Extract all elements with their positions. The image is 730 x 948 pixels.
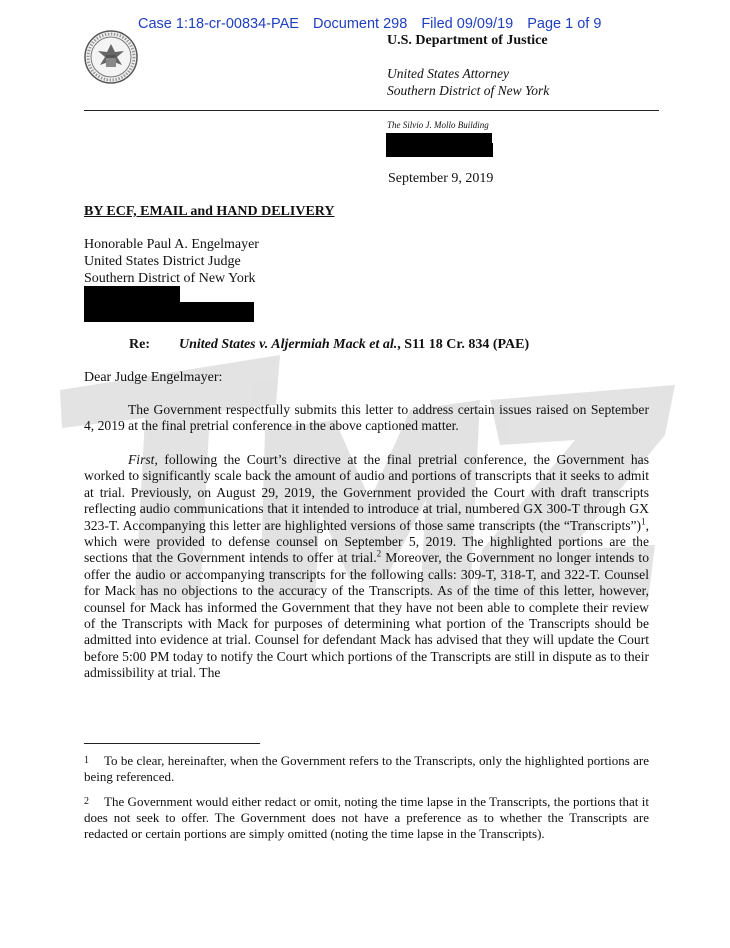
footnote-1-text: To be clear, hereinafter, when the Government refers to the Transcripts, only the highlighted portions are being referenced. — [84, 753, 649, 784]
re-case-name: United States v. Aljermiah Mack et al. — [179, 337, 398, 352]
footnote-rule — [84, 743, 260, 744]
office-line-2: Southern District of New York — [387, 82, 550, 98]
addressee-name: Honorable Paul A. Engelmayer — [84, 237, 259, 252]
letter-date: September 9, 2019 — [388, 171, 494, 186]
page-indicator: Page 1 of 9 — [527, 16, 602, 32]
redaction-address — [386, 133, 492, 157]
filing-header — [138, 16, 611, 32]
paragraph-first — [84, 452, 649, 682]
filed-date: Filed 09/09/19 — [421, 16, 514, 32]
footnote-2-number: 2 — [84, 796, 89, 807]
footnote-2-text: The Government would either redact or omit, noting the time lapse in the Transcripts, the portions that it does not seek to offer. The Government does not have a preference as to whether the Transcripts are redacted or certain portions are simply omitted (noting the time lapse in the Transcripts). — [84, 794, 649, 841]
office-line-1: United States Attorney — [387, 66, 509, 81]
first-text-a: , following the Court’s directive at the final pretrial conference, the Government has worked to significantly scale back the amount of audio and portions of transcripts that it seeks to admit at trial. Previously, on August 29, 2019, the Government provided the Court with draft transcripts reflecting audio communications that it intended to introduce at trial, numbered GX 300-T through GX 323-T. Accompanying this letter are highlighted versions of those same transcripts (the “Transcripts”) — [84, 452, 649, 533]
footnote-ref-2: 2 — [376, 548, 382, 559]
building-name: The Silvio J. Mollo Building — [387, 120, 489, 130]
re-line — [129, 337, 529, 353]
doj-seal-icon — [84, 30, 138, 84]
salutation: Dear Judge Engelmayer: — [84, 370, 223, 385]
redaction-address-line2 — [84, 302, 254, 322]
addressee-title: United States District Judge — [84, 254, 241, 269]
redaction-address-tail — [488, 143, 493, 157]
first-text-c: Moreover, the Government no longer intends to offer the audio or accompanying transcripts for the following calls: 309-T, 318-T, and 322-T. Counsel for Mack has no objections to the accuracy of the Transcripts. As of the time of this letter, however, counsel for Mack has informed the Government that they have not been able to complete their review of the Transcripts with Mack for purposes of determining what portion of the Transcripts should be admitted into evidence at trial. Counsel for defendant Mack has advised that they will update the Court before 5:00 PM today to notify the Court which portions of the Transcripts are still in dispute as to their admissibility at trial. The — [84, 550, 650, 681]
footnote-1-number: 1 — [84, 755, 89, 766]
department-name: U.S. Department of Justice — [387, 33, 548, 48]
office-name — [387, 66, 549, 99]
re-label: Re: — [129, 337, 150, 352]
paragraph-intro: The Government respectfully submits this letter to address certain issues raised on September 4, 2019 at the final pretrial conference in the above captioned matter. — [84, 402, 649, 434]
first-text-b: , which were provided to defense counsel on September 5, 2019. The highlighted portions are the sections that the Government intends to offer at trial. — [84, 517, 649, 566]
addressee-court: Southern District of New York — [84, 271, 256, 286]
addressee-block — [84, 236, 259, 287]
document-number: Document 298 — [312, 16, 408, 32]
letterhead-rule — [84, 110, 659, 111]
case-number: Case 1:18-cr-00834-PAE — [138, 16, 299, 32]
footnote-1 — [84, 753, 649, 785]
delivery-method: BY ECF, EMAIL and HAND DELIVERY — [84, 204, 335, 219]
footnote-2 — [84, 794, 649, 842]
first-lead: First — [128, 452, 155, 467]
re-docket: , S11 18 Cr. 834 (PAE) — [397, 337, 530, 352]
footnote-ref-1: 1 — [641, 516, 646, 527]
